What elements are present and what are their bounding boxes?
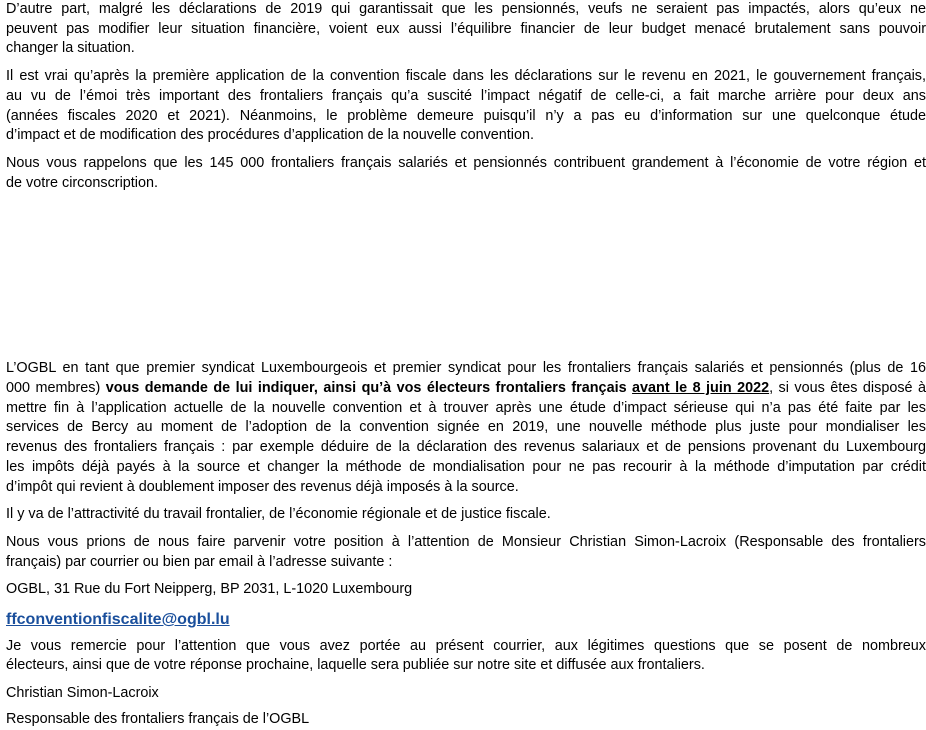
text-line: d’impôt qui revient à doublement imposer des revenus déjà imposés à la source. — [6, 478, 519, 495]
deadline-date: avant le 8 juin 2022 — [632, 380, 770, 397]
text-line: de votre circonscription. — [6, 174, 158, 191]
postal-address: OGBL, 31 Rue du Fort Neipperg, BP 2031, L-1020 Luxembourg — [6, 581, 413, 598]
signature-title: Responsable des frontaliers français de l’OGBL — [6, 710, 310, 727]
signature-name: Christian Simon-Lacroix — [6, 685, 159, 702]
text-line: L’OGBL en tant que premier syndicat Luxembourgeois et premier syndicat pour les frontaliers français salariés et pensionnés (plus de 16 — [6, 360, 926, 377]
paragraph-government — [6, 67, 926, 146]
text-line: Je vous remercie pour l’attention que vous avez portée au présent courrier, aux légitimes questions que se posent de nombreux — [6, 637, 926, 654]
text-line: électeurs, ainsi que de votre réponse prochaine, laquelle sera publiée sur notre site et diffusée aux frontaliers. — [6, 657, 705, 674]
text-segment: , si vous êtes disposé à — [769, 380, 926, 397]
email-link[interactable]: ffconventionfiscalite@ogbl.lu — [6, 611, 230, 629]
paragraph-contact-request — [6, 533, 926, 572]
email-paragraph — [6, 610, 926, 631]
blank-space — [6, 193, 926, 359]
text-line: au vu de l’émoi très important des frontaliers français qu’a suscité l’impact négatif de celle-ci, a fait marche arrière pour deux ans — [6, 87, 926, 104]
text-segment: 000 membres) — [6, 380, 106, 397]
text-line: Il est vrai qu’après la première application de la convention fiscale dans les déclarations sur le revenu en 2021, le gouvernement français, — [6, 68, 926, 85]
text-line: changer la situation. — [6, 40, 135, 57]
text-line: peuvent pas modifier leur situation financière, voient eux aussi l’équilibre financier de leur budget menacé brutalement sans pouvoir — [6, 20, 926, 37]
paragraph-pensioners — [6, 0, 926, 59]
text-line: mettre fin à l’application actuelle de la nouvelle convention et à trouver après une étude d’impact sérieuse qui n’a pas été faite par les — [6, 399, 926, 416]
text-line: services de Bercy au moment de l’adoption de la convention signée en 2019, une nouvelle méthode plus juste pour mondialiser les — [6, 419, 926, 436]
text-line: les impôts déjà payés à la source et changer la méthode de mondialisation pour ne pas recourir à la méthode d’imputation par crédit — [6, 458, 926, 475]
text-line: d’impact et de modification des procédures d’application de la nouvelle convention. — [6, 127, 534, 144]
text-line: revenus des frontaliers français : par exemple déduire de la déclaration des revenus salariaux et de pensions provenant du Luxembourg — [6, 439, 926, 456]
text-line: D’autre part, malgré les déclarations de 2019 qui garantissait que les pensionnés, veufs ne seraient pas impactés, alors qu’eux ne — [6, 1, 926, 17]
text-line: Nous vous prions de nous faire parvenir votre position à l’attention de Monsieur Christian Simon-Lacroix (Responsable des frontaliers — [6, 533, 926, 550]
text-line: français) par courrier ou bien par email à l’adresse suivante : — [6, 553, 393, 570]
paragraph-thanks — [6, 637, 926, 676]
text-line: (années fiscales 2020 et 2021). Néanmoins, le problème demeure puisqu’il n’y a pas eu d’information sur une quelconque étude — [6, 107, 926, 124]
text-line: Nous vous rappelons que les 145 000 frontaliers français salariés et pensionnés contribuent grandement à l’économie de votre région et — [6, 154, 926, 171]
letter-body — [6, 0, 926, 730]
paragraph-attractivity: Il y va de l’attractivité du travail frontalier, de l’économie régionale et de justice fiscale. — [6, 506, 551, 523]
text-line-request — [6, 379, 926, 399]
paragraph-cross-border-workers — [6, 154, 926, 193]
bold-request-text: vous demande de lui indiquer, ainsi qu’à vos électeurs frontaliers français — [105, 380, 633, 397]
paragraph-ogbl-request — [6, 359, 926, 497]
